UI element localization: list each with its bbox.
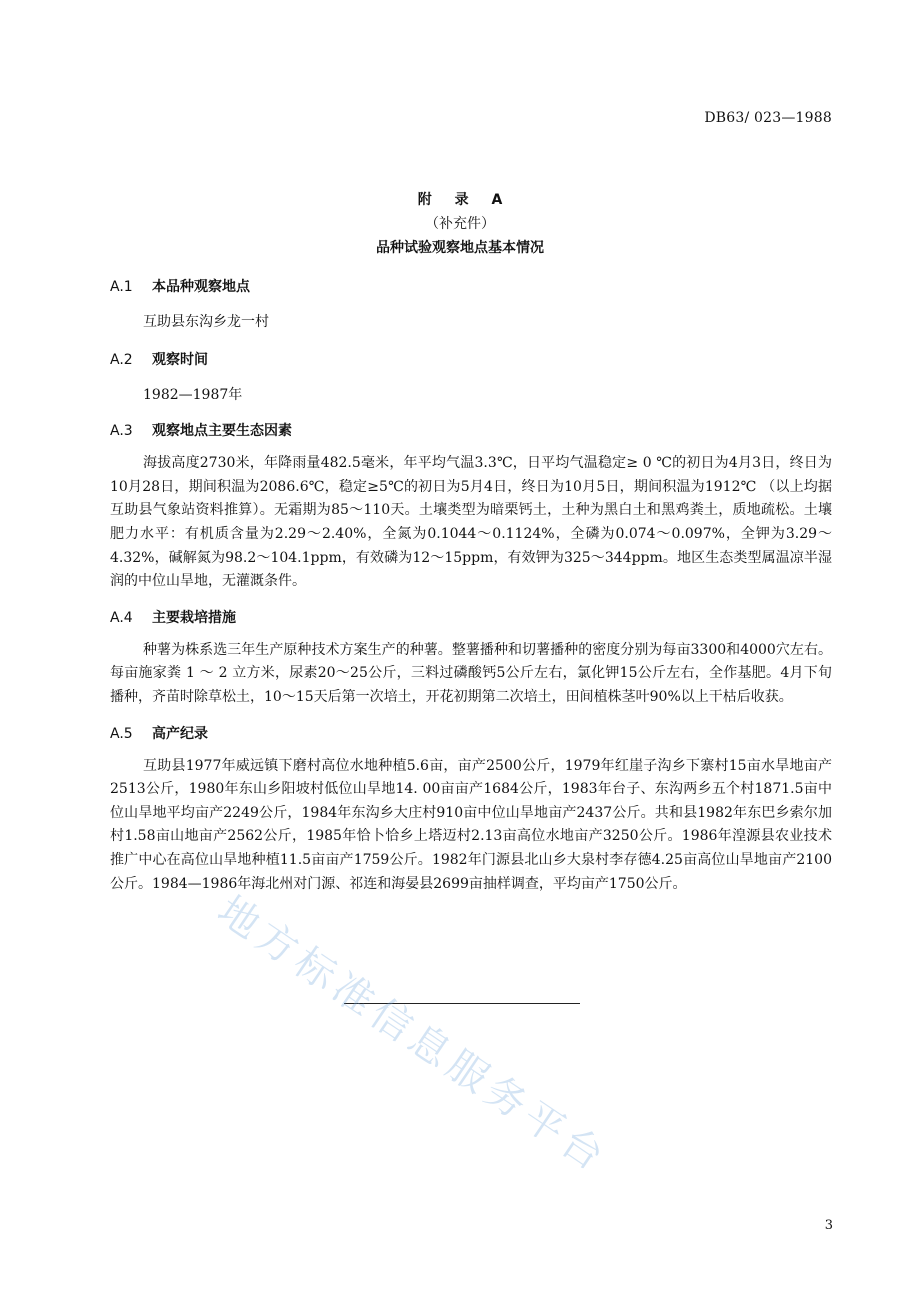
section-title: 观察时间 [152, 351, 208, 368]
appendix-title: 附 录 A [417, 192, 512, 208]
appendix-subtitle: （补充件） [425, 216, 495, 232]
watermark: 地方标准信息服务平台 [209, 887, 617, 1183]
section-text-a1: 互助县东沟乡龙一村 [143, 314, 269, 330]
section-title: 主要栽培措施 [152, 609, 236, 626]
section-number: A.5 [110, 725, 133, 742]
section-number: A.2 [110, 351, 133, 368]
section-text-a5: 互助县1977年威远镇下磨村高位水地种植5.6亩，亩产2500公斤，1979年红崖子沟乡下寨村15亩水旱地亩产2513公斤，1980年东山乡阳坡村低位山旱地14. 00亩亩产1684公斤，1983年台子、东沟两乡五个村1871.5亩中位山旱地平均亩产2249公斤，1984年东沟乡大庄村910亩中位山旱地亩产2437公斤。共和县1982年东巴乡索尔加村1.58亩山地亩产2562公斤，1985年恰卜恰乡上塔迈村2.13亩高位水地亩产3250公斤。1986年湟源县农业技术推广中心在高位山旱地种植11.5亩亩产1759公斤。1982年门源县北山乡大泉村李存德4.25亩高位山旱地亩产2100公斤。1984—1986年海北州对门源、祁连和海晏县2699亩抽样调查，平均亩产1750公斤。 [110, 757, 832, 892]
section-heading-a1 [110, 276, 832, 298]
end-of-appendix-rule [344, 1003, 580, 1004]
section-text-a2: 1982—1987年 [143, 386, 243, 403]
section-title: 高产纪录 [152, 725, 208, 742]
document-body [110, 276, 832, 896]
page-number: 3 [824, 1218, 833, 1233]
section-number: A.3 [110, 423, 133, 440]
section-heading-a4 [110, 607, 832, 629]
document-code: DB63/ 023—1988 [704, 110, 832, 126]
section-text-a3: 海拔高度2730米，年降雨量482.5毫米，年平均气温3.3℃，日平均气温稳定≥ 0 ℃的初日为4月3日，终日为10月28日，期间积温为2086.6℃，稳定≥5℃的初日为5月4日，终日为10月5日，期间积温为1912℃ （以上均据互助县气象站资料推算）。无霜期为85～110天。土壤类型为暗栗钙土，土种为黑白土和黑鸡粪土，质地疏松。土壤肥力水平：有机质含量为2.29～2.40%，全氮为0.1044～0.1124%，全磷为0.074～0.097%，全钾为3.29～4.32%，碱解氮为98.2～104.1ppm，有效磷为12～15ppm，有效钾为325～344ppm。地区生态类型属温凉半湿润的中位山旱地，无灌溉条件。 [110, 455, 832, 590]
section-title: 观察地点主要生态因素 [152, 423, 292, 440]
section-heading-a2 [110, 349, 832, 371]
appendix-name: 品种试验观察地点基本情况 [376, 240, 544, 256]
section-heading-a3 [110, 420, 832, 442]
section-number: A.1 [110, 279, 133, 295]
section-title: 本品种观察地点 [152, 279, 250, 295]
section-heading-a5 [110, 723, 832, 745]
section-number: A.4 [110, 609, 133, 626]
appendix-title-block [0, 188, 920, 260]
section-text-a4: 种薯为株系选三年生产原种技术方案生产的种薯。整薯播种和切薯播种的密度分别为每亩3300和4000穴左右。每亩施家粪 1 ～ 2 立方米，尿素20～25公斤，三料过磷酸钙5公斤左右，氯化钾15公斤左右，全作基肥。4月下旬播种，齐苗时除草松土，10～15天后第一次培土，开花初期第二次培土，田间植株茎叶90%以上干枯后收获。 [110, 641, 832, 705]
